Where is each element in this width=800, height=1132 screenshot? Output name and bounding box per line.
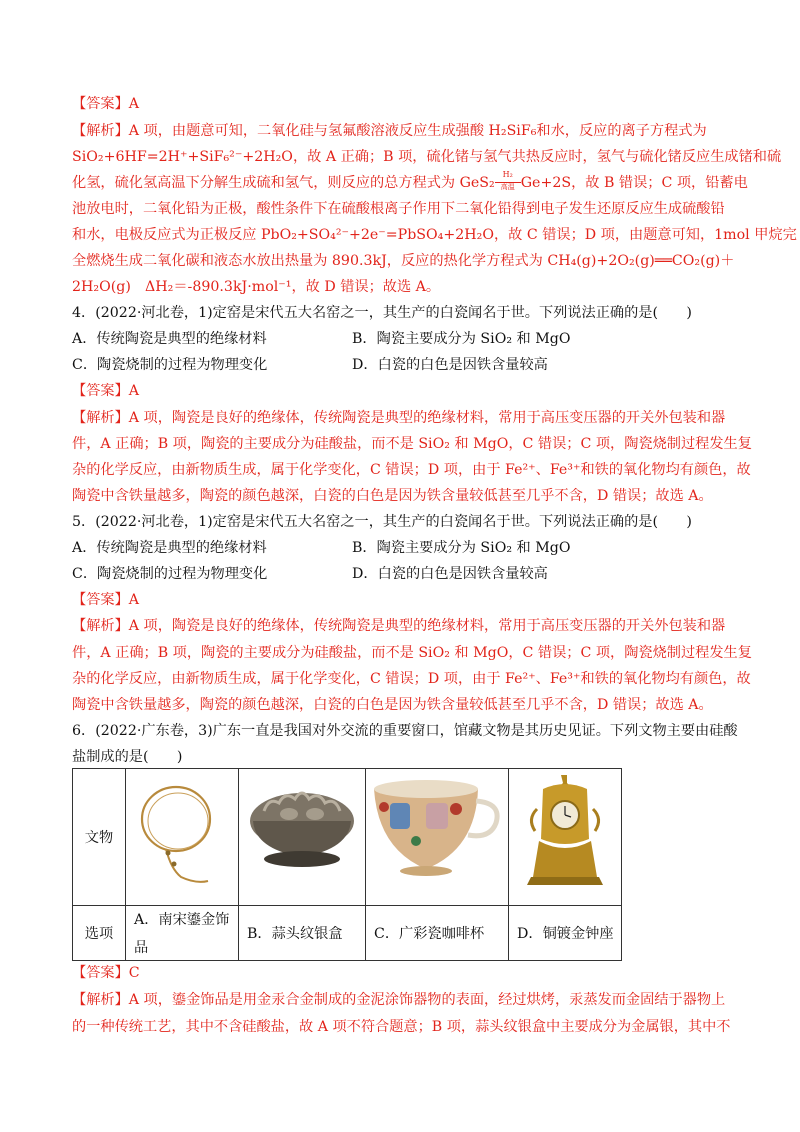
artifact-image-row	[73, 769, 622, 906]
q6-option-a: A．南宋鎏金饰 品	[126, 906, 239, 961]
q5-analysis-line: 【解析】A 项，陶瓷是良好的绝缘体，传统陶瓷是典型的绝缘材料，常用于高压变压器的开关外包装和器	[72, 618, 726, 634]
silver-box-image	[239, 769, 366, 906]
q3-analysis-line: 全燃烧生成二氧化碳和液态水放出热量为 890.3kJ，反应的热化学方程式为 CH₄(g)+2O₂(g)══CO₂(g)＋	[72, 253, 735, 269]
q4-analysis-line: 【解析】A 项，陶瓷是良好的绝缘体，传统陶瓷是典型的绝缘材料，常用于高压变压器的开关外包装和器	[72, 410, 726, 426]
q6-option-d: D．铜镀金钟座	[509, 906, 622, 961]
q5-analysis-line: 件，A 正确；B 项，陶瓷的主要成分为硅酸盐，而不是 SiO₂ 和 MgO，C 错误；C 项，陶瓷烧制过程发生复	[72, 645, 752, 661]
q3-analysis-line: 和水，电极反应式为正极反应 PbO₂+SO₄²⁻+2e⁻=PbSO₄+2H₂O，故 C 错误；D 项，由题意可知，1mol 甲烷完	[72, 227, 797, 243]
row-label-artifact: 文物	[73, 769, 126, 906]
canton-porcelain-cup-image	[366, 769, 509, 906]
q6-answer: 【答案】C	[72, 965, 140, 981]
q3-analysis-line: SiO₂+6HF=2H⁺+SiF₆²⁻+2H₂O，故 A 正确；B 项，硫化锗与氢气共热反应时，氢气与硫化锗反应生成锗和硫	[72, 149, 782, 165]
q5-option-d: D．白瓷的白色是因铁含量较高	[352, 566, 548, 582]
gilt-ornament-image	[126, 769, 239, 906]
artifact-table	[72, 768, 622, 961]
q6-stem: 6．(2022·广东卷，3)广东一直是我国对外交流的重要窗口，馆藏文物是其历史见证。下列文物主要由硅酸	[72, 723, 738, 739]
q5-answer: 【答案】A	[72, 592, 140, 608]
q5-option-c: C．陶瓷烧制的过程为物理变化	[72, 566, 268, 582]
q5-option-b: B．陶瓷主要成分为 SiO₂ 和 MgO	[352, 540, 571, 556]
q5-stem: 5．(2022·河北卷，1)定窑是宋代五大名窑之一，其生产的白瓷闻名于世。下列说法正确的是( )	[72, 514, 692, 530]
q6-analysis-line: 【解析】A 项，鎏金饰品是用金汞合金制成的金泥涂饰器物的表面，经过烘烤，汞蒸发而金固结于器物上	[72, 992, 726, 1008]
q3-analysis-line: 池放电时，二氧化铅为正极，酸性条件下在硫酸根离子作用下二氧化铅得到电子发生还原反应生成硫酸铅	[72, 201, 725, 217]
q4-option-b: B．陶瓷主要成分为 SiO₂ 和 MgO	[352, 331, 571, 347]
q4-analysis-line: 陶瓷中含铁量越多，陶瓷的颜色越深，白瓷的白色是因为铁含量较低甚至几乎不含，D 错误；故选 A。	[72, 488, 713, 504]
q6-option-b: B．蒜头纹银盒	[239, 906, 366, 961]
q4-answer: 【答案】A	[72, 383, 140, 399]
q4-option-c: C．陶瓷烧制的过程为物理变化	[72, 357, 268, 373]
q6-stem-cont: 盐制成的是( )	[72, 749, 183, 765]
q4-analysis-line: 杂的化学反应，由新物质生成，属于化学变化，C 错误；D 项，由于 Fe²⁺、Fe³⁺和铁的氧化物均有颜色，故	[72, 462, 751, 478]
q3-answer: 【答案】A	[72, 96, 140, 112]
q4-stem: 4．(2022·河北卷，1)定窑是宋代五大名窑之一，其生产的白瓷闻名于世。下列说法正确的是( )	[72, 305, 692, 321]
q4-option-a: A．传统陶瓷是典型的绝缘材料	[72, 331, 267, 347]
q3-analysis-line: 【解析】A 项，由题意可知，二氧化硅与氢氟酸溶液反应生成强酸 H₂SiF₆和水，反应的离子方程式为	[72, 123, 707, 139]
option-row	[73, 906, 622, 961]
q5-analysis-line: 杂的化学反应，由新物质生成，属于化学变化，C 错误；D 项，由于 Fe²⁺、Fe³⁺和铁的氧化物均有颜色，故	[72, 671, 751, 687]
q3-analysis-line: 化氢，硫化氢高温下分解生成硫和氢气，则反应的总方程式为 GeS₂ $\frac{\text{H₂}}{\text{高温}}$ Ge+2S，故 B 错误；C 项，铅蓄电	[72, 170, 748, 191]
q3-analysis-line: 2H₂O(g) ΔH₂＝-890.3kJ·mol⁻¹，故 D 错误；故选 A。	[72, 279, 441, 295]
q4-analysis-line: 件，A 正确；B 项，陶瓷的主要成分为硅酸盐，而不是 SiO₂ 和 MgO，C 错误；C 项，陶瓷烧制过程发生复	[72, 436, 752, 452]
reaction-condition: $\frac{\text{H₂}}{\text{高温}}$	[495, 176, 521, 190]
q6-analysis-line: 的一种传统工艺，其中不含硅酸盐，故 A 项不符合题意；B 项，蒜头纹银盒中主要成分为金属银，其中不	[72, 1019, 731, 1035]
gilt-bronze-clock-image	[509, 769, 622, 906]
q5-option-a: A．传统陶瓷是典型的绝缘材料	[72, 540, 267, 556]
q6-option-c: C．广彩瓷咖啡杯	[366, 906, 509, 961]
q5-analysis-line: 陶瓷中含铁量越多，陶瓷的颜色越深，白瓷的白色是因为铁含量较低甚至几乎不含，D 错误；故选 A。	[72, 697, 713, 713]
row-label-option: 选项	[73, 906, 126, 961]
q4-option-d: D．白瓷的白色是因铁含量较高	[352, 357, 548, 373]
